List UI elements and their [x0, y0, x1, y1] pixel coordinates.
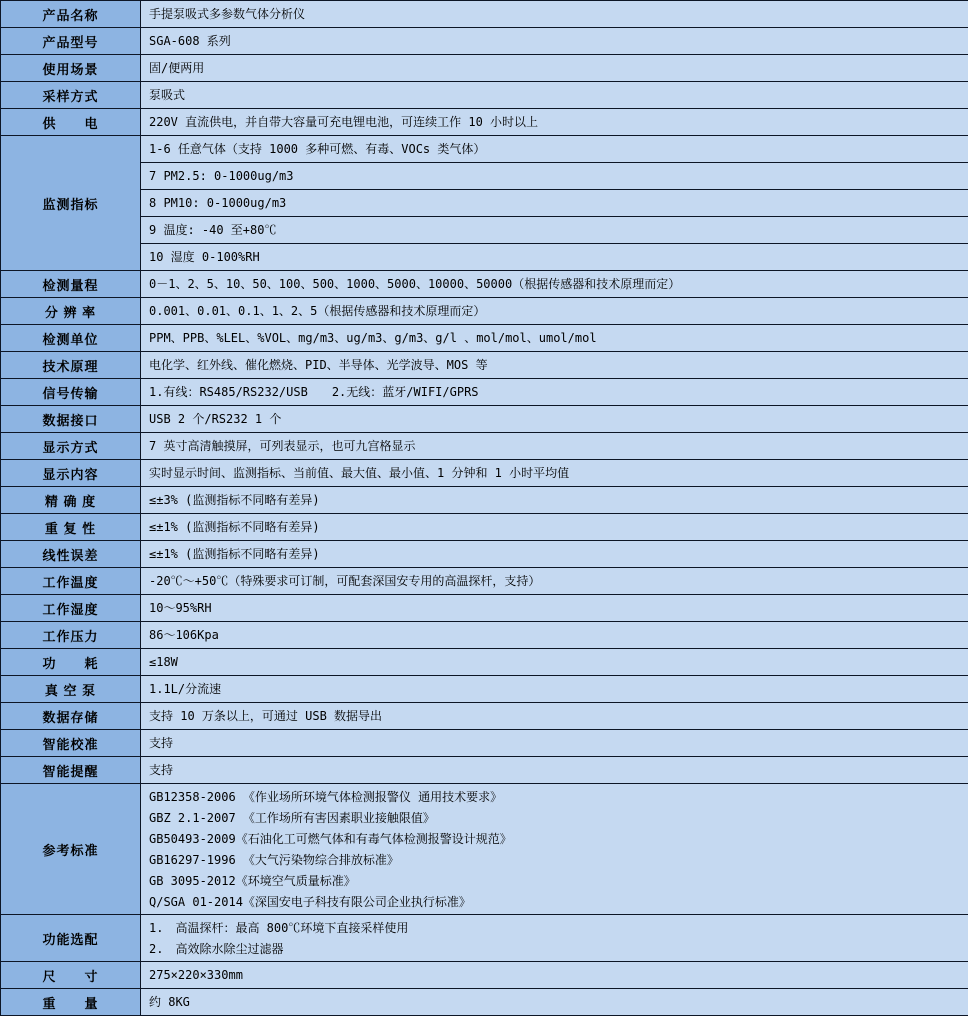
- spec-value-line: Q/SGA 01-2014《深国安电子科技有限公司企业执行标准》: [149, 891, 960, 912]
- spec-label: 工作湿度: [1, 595, 141, 622]
- spec-value-line: GB16297-1996 《大气污染物综合排放标准》: [149, 849, 960, 870]
- spec-value: 支持: [141, 730, 968, 757]
- spec-value: -20℃～+50℃（特殊要求可订制，可配套深国安专用的高温探杆，支持）: [141, 568, 968, 595]
- table-row: [1, 784, 968, 915]
- table-row: [1, 136, 968, 163]
- spec-label: 尺 寸: [1, 962, 141, 989]
- spec-value: 约 8KG: [141, 989, 968, 1016]
- spec-value: ≤18W: [141, 649, 968, 676]
- table-row: [1, 460, 968, 487]
- spec-label: 检测量程: [1, 271, 141, 298]
- spec-value-line: 1. 高温探杆：最高 800℃环境下直接采样使用: [149, 917, 960, 938]
- table-row: [1, 244, 968, 271]
- spec-value: 220V 直流供电，并自带大容量可充电锂电池，可连续工作 10 小时以上: [141, 109, 968, 136]
- spec-value-line: GB 3095-2012《环境空气质量标准》: [149, 870, 960, 891]
- table-row: [1, 514, 968, 541]
- table-row: [1, 730, 968, 757]
- spec-value: 7 PM2.5: 0-1000ug/m3: [141, 163, 968, 190]
- spec-label: 数据接口: [1, 406, 141, 433]
- table-row: [1, 487, 968, 514]
- spec-value: 10～95%RH: [141, 595, 968, 622]
- spec-label: 采样方式: [1, 82, 141, 109]
- table-row: [1, 622, 968, 649]
- spec-label: 精 确 度: [1, 487, 141, 514]
- spec-value: 10 湿度 0-100%RH: [141, 244, 968, 271]
- table-row: [1, 541, 968, 568]
- table-row: [1, 568, 968, 595]
- table-row: [1, 109, 968, 136]
- spec-label: 显示内容: [1, 460, 141, 487]
- spec-label: 真 空 泵: [1, 676, 141, 703]
- spec-value: 1.有线：RS485/RS232/USB 2.无线：蓝牙/WIFI/GPRS: [141, 379, 968, 406]
- spec-value-line: GBZ 2.1-2007 《工作场所有害因素职业接触限值》: [149, 807, 960, 828]
- table-row: [1, 325, 968, 352]
- table-row: [1, 989, 968, 1016]
- spec-value: 实时显示时间、监测指标、当前值、最大值、最小值、1 分钟和 1 小时平均值: [141, 460, 968, 487]
- spec-value: 泵吸式: [141, 82, 968, 109]
- spec-value-line: GB50493-2009《石油化工可燃气体和有毒气体检测报警设计规范》: [149, 828, 960, 849]
- spec-table-body: [1, 1, 968, 1016]
- spec-label: 工作压力: [1, 622, 141, 649]
- table-row: [1, 190, 968, 217]
- table-row: [1, 757, 968, 784]
- spec-label: 监测指标: [1, 136, 141, 271]
- table-row: [1, 55, 968, 82]
- spec-value: 电化学、红外线、催化燃烧、PID、半导体、光学波导、MOS 等: [141, 352, 968, 379]
- spec-label: 重 复 性: [1, 514, 141, 541]
- spec-label: 功能选配: [1, 915, 141, 962]
- table-row: [1, 352, 968, 379]
- spec-label: 使用场景: [1, 55, 141, 82]
- spec-value: [141, 784, 968, 915]
- spec-value-line: GB12358-2006 《作业场所环境气体检测报警仪 通用技术要求》: [149, 786, 960, 807]
- spec-label: 供 电: [1, 109, 141, 136]
- spec-value: 8 PM10: 0-1000ug/m3: [141, 190, 968, 217]
- spec-value: PPM、PPB、%LEL、%VOL、mg/m3、ug/m3、g/m3、g/l 、mol/mol、umol/mol: [141, 325, 968, 352]
- spec-label: 数据存储: [1, 703, 141, 730]
- table-row: [1, 962, 968, 989]
- table-row: [1, 406, 968, 433]
- spec-value: 9 温度: -40 至+80℃: [141, 217, 968, 244]
- spec-label: 检测单位: [1, 325, 141, 352]
- table-row: [1, 82, 968, 109]
- spec-label: 产品型号: [1, 28, 141, 55]
- table-row: [1, 676, 968, 703]
- spec-value: 1-6 任意气体（支持 1000 多种可燃、有毒、VOCs 类气体）: [141, 136, 968, 163]
- spec-label: 产品名称: [1, 1, 141, 28]
- table-row: [1, 298, 968, 325]
- spec-label: 信号传输: [1, 379, 141, 406]
- spec-value: SGA-608 系列: [141, 28, 968, 55]
- spec-label: 智能校准: [1, 730, 141, 757]
- table-row: [1, 433, 968, 460]
- spec-value: 固/便两用: [141, 55, 968, 82]
- spec-value: 7 英寸高清触摸屏，可列表显示，也可九宫格显示: [141, 433, 968, 460]
- table-row: [1, 703, 968, 730]
- spec-value: 支持: [141, 757, 968, 784]
- spec-value: 0－1、2、5、10、50、100、500、1000、5000、10000、50000（根据传感器和技术原理而定）: [141, 271, 968, 298]
- spec-value: ≤±1% (监测指标不同略有差异): [141, 541, 968, 568]
- table-row: [1, 28, 968, 55]
- table-row: [1, 649, 968, 676]
- spec-value: 支持 10 万条以上，可通过 USB 数据导出: [141, 703, 968, 730]
- spec-value: ≤±1% (监测指标不同略有差异): [141, 514, 968, 541]
- spec-label: 重 量: [1, 989, 141, 1016]
- table-row: [1, 271, 968, 298]
- table-row: [1, 379, 968, 406]
- spec-value: 手提泵吸式多参数气体分析仪: [141, 1, 968, 28]
- spec-label: 线性误差: [1, 541, 141, 568]
- spec-label: 智能提醒: [1, 757, 141, 784]
- spec-value: USB 2 个/RS232 1 个: [141, 406, 968, 433]
- spec-label: 功 耗: [1, 649, 141, 676]
- spec-label: 参考标准: [1, 784, 141, 915]
- spec-label: 技术原理: [1, 352, 141, 379]
- spec-value: ≤±3% (监测指标不同略有差异): [141, 487, 968, 514]
- table-row: [1, 915, 968, 962]
- spec-value-line: 2. 高效除水除尘过滤器: [149, 938, 960, 959]
- table-row: [1, 595, 968, 622]
- spec-value: 86～106Kpa: [141, 622, 968, 649]
- spec-label: 工作温度: [1, 568, 141, 595]
- table-row: [1, 163, 968, 190]
- spec-label: 显示方式: [1, 433, 141, 460]
- spec-label: 分 辨 率: [1, 298, 141, 325]
- spec-value: 1.1L/分流速: [141, 676, 968, 703]
- table-row: [1, 217, 968, 244]
- spec-value: [141, 915, 968, 962]
- spec-value: 275×220×330mm: [141, 962, 968, 989]
- spec-value: 0.001、0.01、0.1、1、2、5（根据传感器和技术原理而定）: [141, 298, 968, 325]
- table-row: [1, 1, 968, 28]
